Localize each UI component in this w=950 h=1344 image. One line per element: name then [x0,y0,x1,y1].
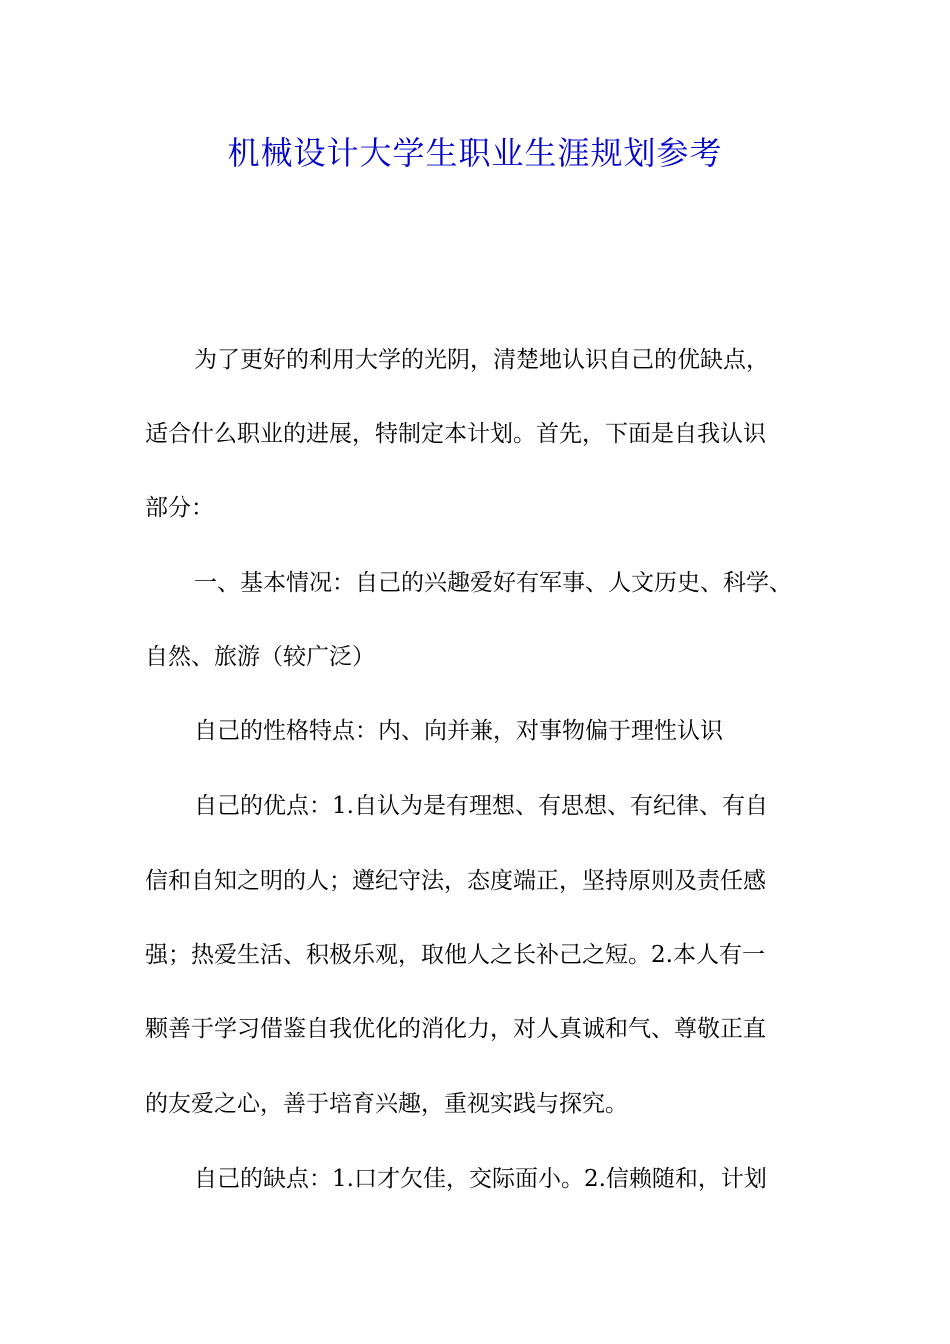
paragraph-line: 适合什么职业的进展，特制定本计划。首先，下面是自我认识 [145,421,766,447]
paragraph-line: 自己的性格特点：内、向并兼，对事物偏于理性认识 [194,718,723,744]
paragraph-line: 强；热爱生活、积极乐观，取他人之长补己之短。2.本人有一 [145,942,765,968]
page-title: 机械设计大学生职业生涯规划参考 [227,134,723,172]
paragraph-line: 的友爱之心，善于培育兴趣，重视实践与探究。 [145,1091,628,1117]
paragraph-line: 为了更好的利用大学的光阴，清楚地认识自己的优缺点， [194,347,769,373]
paragraph-line: 自己的缺点：1.口才欠佳，交际面小。2.信赖随和，计划 [194,1166,767,1192]
paragraph-line: 颗善于学习借鉴自我优化的消化力，对人真诚和气、尊敬正直 [145,1016,766,1042]
paragraph-line: 信和自知之明的人；遵纪守法，态度端正，坚持原则及责任感 [145,868,766,894]
paragraph-line: 自己的优点：1.自认为是有理想、有思想、有纪律、有自 [194,793,768,819]
paragraph-line: 自然、旅游（较广泛） [145,644,375,670]
paragraph-line: 部分： [145,495,214,521]
paragraph-line: 一、基本情况：自己的兴趣爱好有军事、人文历史、科学、 [194,570,792,596]
